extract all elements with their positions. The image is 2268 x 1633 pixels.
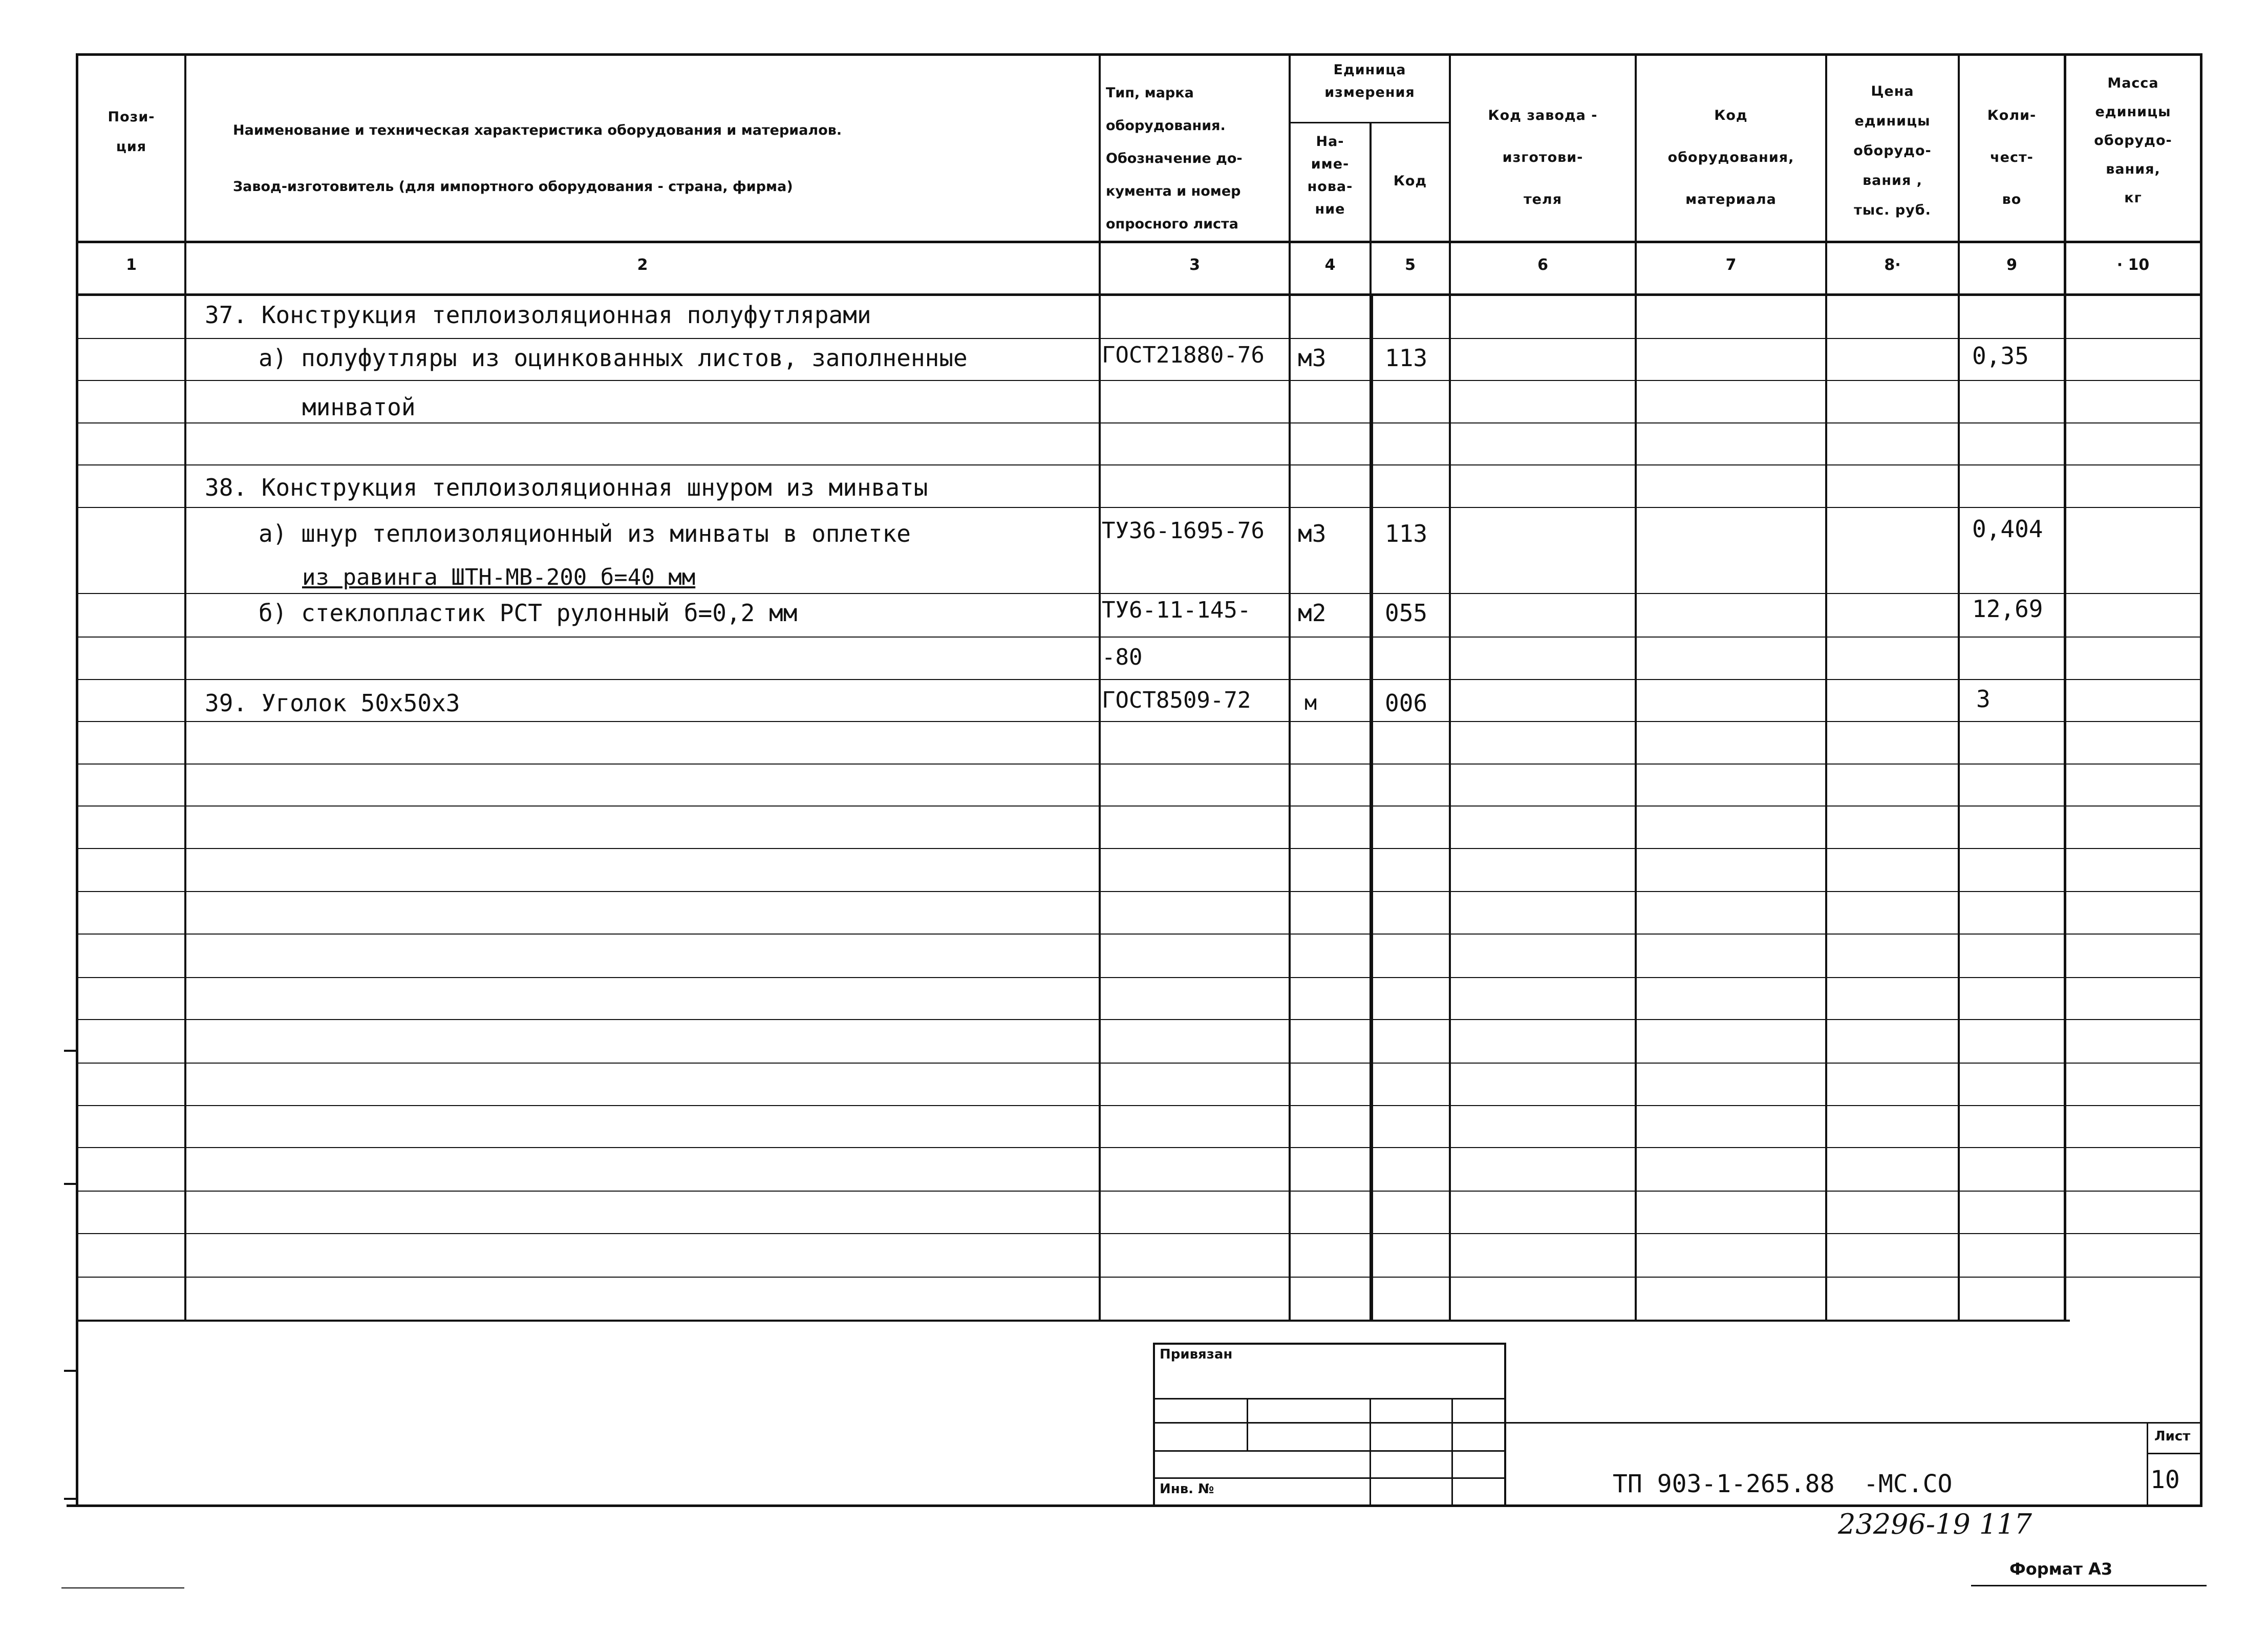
- row-line: [76, 1105, 2201, 1106]
- colnum-9: 9: [2006, 256, 2017, 274]
- item-unit: м2: [1298, 599, 1326, 627]
- row-line: [76, 1277, 2201, 1278]
- item-doc: -80: [1102, 644, 1143, 670]
- col-line-5: [1449, 53, 1451, 1321]
- header-bottom: [76, 241, 2201, 243]
- col-line-7: [1825, 53, 1827, 1321]
- stamp-box-right: [1504, 1343, 1506, 1507]
- item-code: 006: [1385, 689, 1428, 717]
- colnum-8: 8·: [1884, 256, 1901, 274]
- item-name: минватой: [302, 393, 416, 421]
- sheet-box-mid: [2147, 1453, 2201, 1454]
- col-line-3: [1289, 53, 1291, 1321]
- row-line: [76, 721, 2201, 722]
- stamp-line: [1153, 1450, 1506, 1452]
- row-line: [76, 1147, 2201, 1148]
- document-suffix: -МС.СО: [1864, 1470, 1953, 1498]
- hdr-type: Тип, марка оборудования. Обозначение до- кумента и номер опросного листа: [1106, 85, 1243, 232]
- stamp-vline: [1247, 1398, 1248, 1452]
- row-line: [76, 507, 2201, 508]
- colnum-2: 2: [637, 256, 648, 274]
- table-bottom: [76, 1320, 2070, 1322]
- hdr-equipment-code: Код оборудования, материала: [1667, 108, 1794, 207]
- hdr-name: Наименование и техническая характеристика оборудования и материалов. Завод-изготовитель (для импортного оборудования - страна, фирма): [233, 122, 842, 195]
- colnum-1: 1: [126, 256, 137, 274]
- row-line: [76, 380, 2201, 381]
- colnum-3: 3: [1189, 256, 1200, 274]
- item-unit: м: [1304, 691, 1317, 715]
- row-line: [76, 679, 2201, 680]
- item-code: 113: [1385, 520, 1428, 547]
- stamp-box-top: [1153, 1343, 1506, 1345]
- document-designation: ТП 903-1-265.88: [1613, 1470, 1835, 1498]
- col-line-8: [1958, 53, 1960, 1321]
- colnum-6: 6: [1537, 256, 1548, 274]
- item-name: б) стеклопластик РСТ рулонный б=0,2 мм: [259, 599, 798, 627]
- row-line: [76, 848, 2201, 849]
- col-line-2: [1099, 53, 1101, 1321]
- frame-right: [2200, 53, 2202, 1507]
- item-doc: ТУ6-11-145-: [1102, 597, 1251, 623]
- col-line-6: [1635, 53, 1637, 1321]
- col-line-4b: [1370, 294, 1373, 1321]
- frame-bottom: [67, 1504, 2202, 1507]
- row-line: [76, 1019, 2201, 1020]
- col-line-1: [184, 53, 186, 1321]
- item-name: 39. Уголок 50х50х3: [205, 689, 460, 717]
- row-line: [76, 805, 2201, 807]
- item-qty: 0,35: [1972, 342, 2029, 370]
- row-line: [76, 934, 2201, 935]
- hdr-unit-name: На- име- нова- ние: [1307, 134, 1353, 217]
- stamp-vline: [1451, 1398, 1453, 1507]
- item-unit: м3: [1298, 344, 1326, 372]
- stamp-line: [1153, 1398, 1506, 1399]
- inv-number-label: Инв. №: [1160, 1481, 1214, 1497]
- row-line: [76, 338, 2201, 339]
- margin-tick: [64, 1183, 78, 1185]
- item-qty: 3: [1976, 685, 1991, 713]
- item-name: 37. Конструкция теплоизоляционная полуфутлярами: [205, 301, 871, 329]
- sheet-label: Лист: [2154, 1429, 2191, 1444]
- item-name: 38. Конструкция теплоизоляционная шнуром из минваты: [205, 474, 928, 501]
- item-name: из равинга ШТН-МВ-200 б=40 мм: [302, 564, 696, 590]
- hdr-quantity: Коли- чест- во: [1987, 108, 2037, 207]
- hdr-mass: Масса единицы оборудо- вания, кг: [2094, 75, 2172, 206]
- colnum-10: · 10: [2116, 256, 2150, 274]
- sheet-box-left: [2147, 1422, 2148, 1507]
- item-qty: 0,404: [1972, 515, 2043, 543]
- col-line-9: [2064, 53, 2066, 1321]
- item-qty: 12,69: [1972, 595, 2043, 623]
- sheet-number: 10: [2150, 1466, 2180, 1494]
- handwritten-number: 23296-19 117: [1838, 1508, 2032, 1540]
- item-name: а) полуфутляры из оцинкованных листов, заполненные: [259, 344, 968, 372]
- row-line: [76, 593, 2201, 594]
- item-code: 055: [1385, 599, 1428, 627]
- hdr-position: Пози- ция: [108, 109, 155, 155]
- margin-tick: [64, 1050, 78, 1052]
- item-unit: м3: [1298, 520, 1326, 547]
- stamp-vline: [1370, 1398, 1371, 1507]
- bottom-rule-left: [61, 1587, 184, 1588]
- row-line: [76, 764, 2201, 765]
- item-doc: ГОСТ8509-72: [1102, 687, 1251, 713]
- item-doc: ГОСТ21880-76: [1102, 342, 1265, 368]
- colnum-7: 7: [1725, 256, 1737, 274]
- hdr-unit-group: Единица измерения: [1324, 62, 1415, 100]
- row-line: [76, 1233, 2201, 1234]
- margin-tick: [64, 1370, 78, 1372]
- stamp-line: [1153, 1477, 1506, 1479]
- unit-group-divider: [1289, 122, 1451, 123]
- row-line: [76, 1191, 2201, 1192]
- colnum-4: 4: [1324, 256, 1336, 274]
- item-name: а) шнур теплоизоляционный из минваты в оплетке: [259, 520, 911, 547]
- frame-top: [76, 53, 2201, 56]
- row-line: [76, 891, 2201, 892]
- item-doc: ТУ36-1695-76: [1102, 518, 1265, 544]
- stamp-box-left: [1153, 1343, 1155, 1507]
- bottom-rule: [1971, 1585, 2207, 1586]
- hdr-unit-code: Код: [1393, 173, 1427, 189]
- hdr-maker-code: Код завода - изготови- теля: [1488, 108, 1598, 207]
- format-label: Формат А3: [2009, 1559, 2113, 1579]
- stamp-line: [1153, 1422, 1506, 1424]
- privyazan-label: Привязан: [1160, 1347, 1233, 1362]
- margin-tick: [64, 1498, 78, 1500]
- hdr-price: Цена единицы оборудо- вания , тыс. руб.: [1853, 83, 1932, 218]
- title-field-top: [1504, 1422, 2201, 1424]
- numrow-bottom: [76, 293, 2201, 296]
- row-line: [76, 464, 2201, 465]
- colnum-5: 5: [1405, 256, 1416, 274]
- row-line: [76, 422, 2201, 423]
- row-line: [76, 977, 2201, 978]
- row-line: [76, 1063, 2201, 1064]
- item-code: 113: [1385, 344, 1428, 372]
- row-line: [76, 637, 2201, 638]
